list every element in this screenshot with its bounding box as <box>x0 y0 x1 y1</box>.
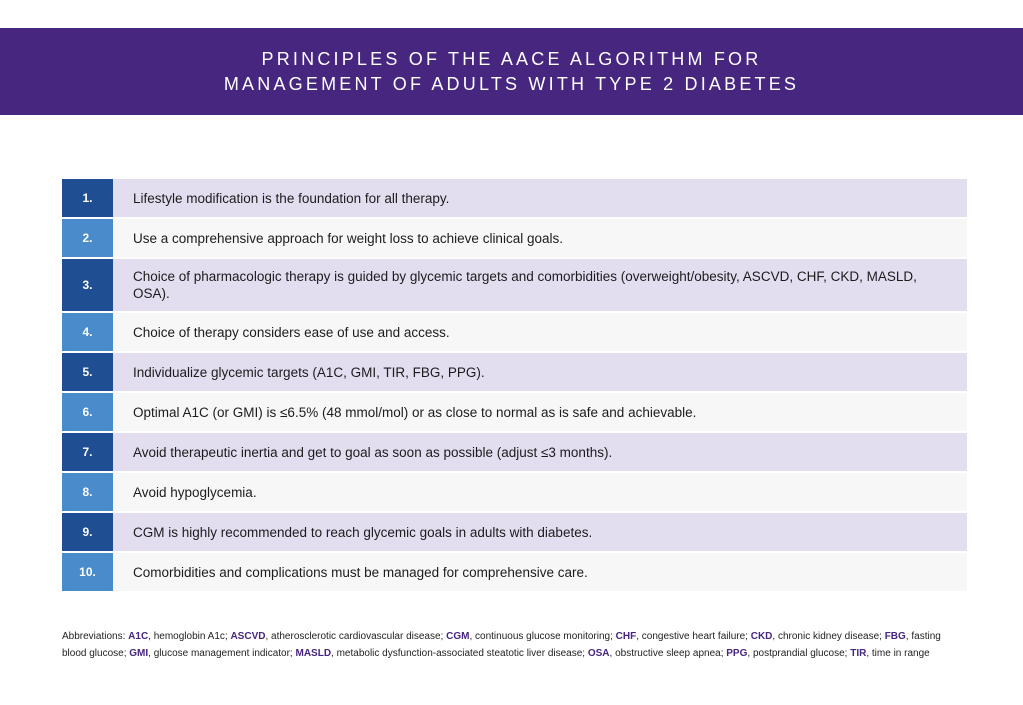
table-row <box>62 353 967 391</box>
abbr-term: MASLD <box>295 648 332 659</box>
row-number: 10. <box>62 553 113 591</box>
abbr-definition: , atherosclerotic cardiovascular disease; <box>265 631 447 642</box>
abbr-definition: , obstructive sleep apnea; <box>609 648 727 659</box>
table-row <box>62 179 967 217</box>
title-banner <box>0 28 1023 115</box>
title-line-2: MANAGEMENT OF ADULTS WITH TYPE 2 DIABETES <box>223 73 800 94</box>
abbr-term: CGM <box>446 631 470 642</box>
row-text: Individualize glycemic targets (A1C, GMI, TIR, FBG, PPG). <box>113 353 967 391</box>
row-text: Avoid hypoglycemia. <box>113 473 967 511</box>
table-row <box>62 553 967 591</box>
abbr-term: CKD <box>750 631 773 642</box>
row-text: Optimal A1C (or GMI) is ≤6.5% (48 mmol/mol) or as close to normal as is safe and achievable. <box>113 393 967 431</box>
row-number: 4. <box>62 313 113 351</box>
row-text: Use a comprehensive approach for weight loss to achieve clinical goals. <box>113 219 967 257</box>
abbr-definition: , postprandial glucose; <box>747 648 851 659</box>
row-text: Choice of therapy considers ease of use and access. <box>113 313 967 351</box>
row-number: 2. <box>62 219 113 257</box>
row-number: 5. <box>62 353 113 391</box>
abbr-definition: , congestive heart failure; <box>636 631 751 642</box>
table-row <box>62 219 967 257</box>
abbr-definition: , hemoglobin A1c; <box>148 631 231 642</box>
abbr-term: A1C <box>128 631 149 642</box>
table-row <box>62 473 967 511</box>
table-row <box>62 513 967 551</box>
abbr-term: PPG <box>726 648 748 659</box>
row-text: Lifestyle modification is the foundation for all therapy. <box>113 179 967 217</box>
abbreviations-footnote <box>62 628 962 662</box>
abbr-definition: , metabolic dysfunction-associated steatotic liver disease; <box>331 648 588 659</box>
row-text: CGM is highly recommended to reach glycemic goals in adults with diabetes. <box>113 513 967 551</box>
row-text: Comorbidities and complications must be managed for comprehensive care. <box>113 553 967 591</box>
abbreviations-prefix: Abbreviations: <box>62 631 129 642</box>
abbr-term: OSA <box>587 648 610 659</box>
row-number: 7. <box>62 433 113 471</box>
abbr-term: GMI <box>129 648 149 659</box>
abbr-definition: , continuous glucose monitoring; <box>469 631 616 642</box>
row-number: 1. <box>62 179 113 217</box>
title-line-1: PRINCIPLES OF THE AACE ALGORITHM FOR <box>261 48 762 69</box>
table-row <box>62 259 967 311</box>
abbr-term: TIR <box>850 648 867 659</box>
table-row <box>62 393 967 431</box>
abbr-term: ASCVD <box>230 631 266 642</box>
row-text: Avoid therapeutic inertia and get to goal as soon as possible (adjust ≤3 months). <box>113 433 967 471</box>
abbr-term: FBG <box>884 631 906 642</box>
abbr-definition: , time in range <box>866 648 930 659</box>
abbr-definition: , glucose management indicator; <box>148 648 296 659</box>
table-row <box>62 433 967 471</box>
table-row <box>62 313 967 351</box>
row-number: 6. <box>62 393 113 431</box>
principles-table <box>62 179 967 593</box>
row-text: Choice of pharmacologic therapy is guided by glycemic targets and comorbidities (overweight/obesity, ASCVD, CHF, CKD, MASLD, OSA). <box>113 259 967 311</box>
abbr-term: CHF <box>615 631 637 642</box>
abbr-definition: , chronic kidney disease; <box>772 631 885 642</box>
row-number: 9. <box>62 513 113 551</box>
row-number: 3. <box>62 259 113 311</box>
abbr-definition: , fasting blood glucose; <box>62 631 941 659</box>
row-number: 8. <box>62 473 113 511</box>
